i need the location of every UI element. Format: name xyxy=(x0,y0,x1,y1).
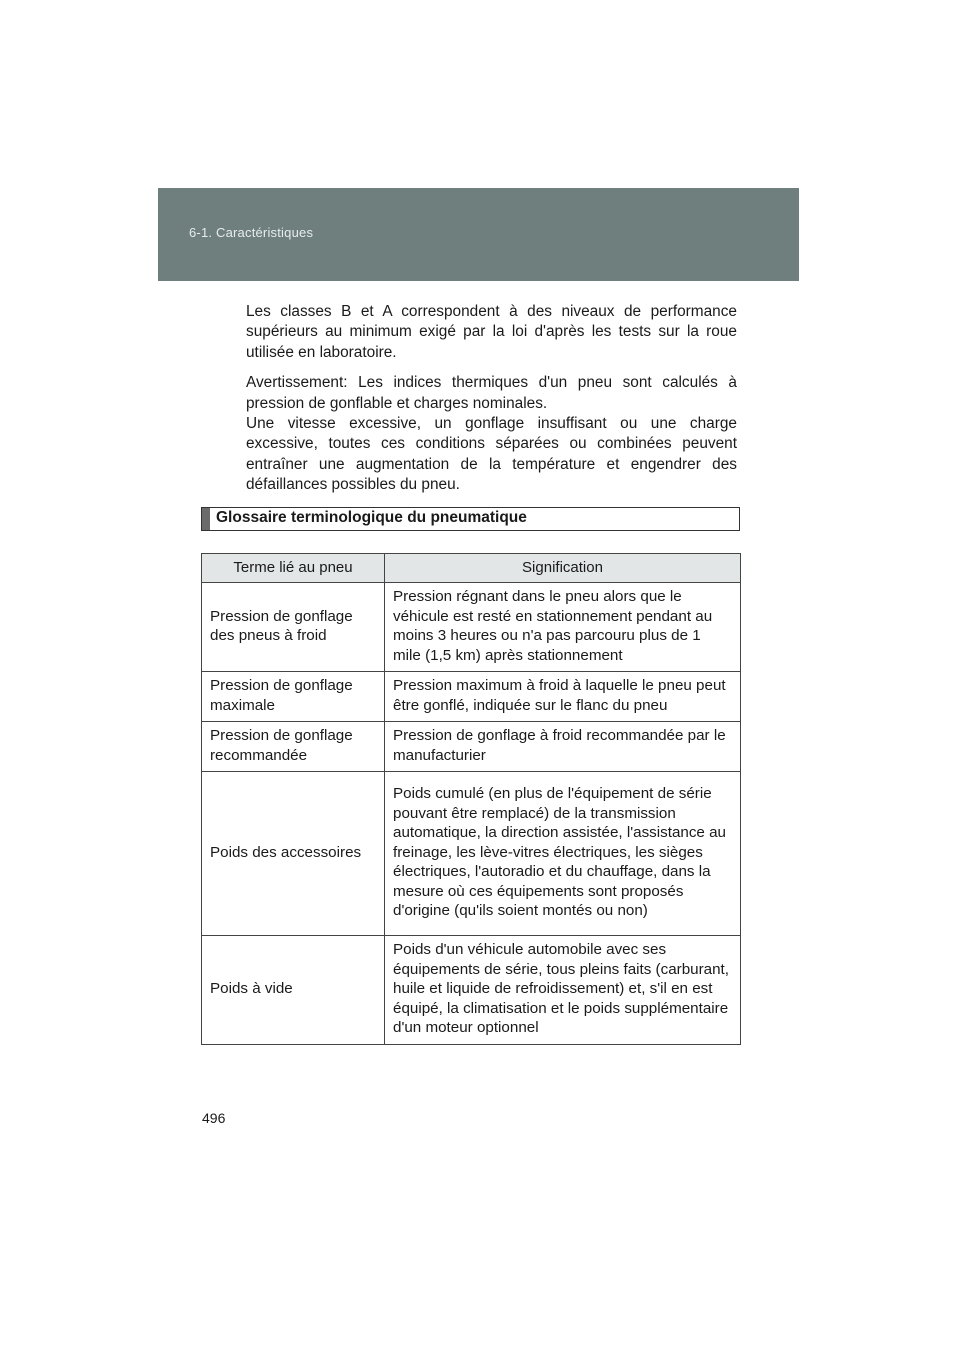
column-header-meaning: Signification xyxy=(385,554,741,583)
intro-text xyxy=(246,302,737,506)
section-title: 6-1. Caractéristiques xyxy=(189,225,314,240)
table-row xyxy=(202,583,741,672)
term-cell: Pression de gonflage recommandée xyxy=(202,722,385,772)
chapter-header xyxy=(158,188,799,281)
meaning-cell: Pression maximum à froid à laquelle le pneu peut être gonflé, indiquée sur le flanc du pneu xyxy=(385,672,741,722)
meaning-cell: Poids cumulé (en plus de l'équipement de série pouvant être remplacé) de la transmission automatique, la direction assistée, l'assistance au freinage, les lève-vitres électriques, les sièges électriques, l'autoradio et du chauffage, dans la mesure où ces équipements sont proposés d'origine (qu'ils soient montés ou non) xyxy=(385,772,741,936)
table-row xyxy=(202,672,741,722)
term-cell: Poids à vide xyxy=(202,936,385,1045)
meaning-cell: Poids d'un véhicule automobile avec ses équipements de série, tous pleins faits (carburant, huile et liquide de refroidissement) et, s'il en est équipé, la climatisation et le poids supplémentaire d'un moteur optionnel xyxy=(385,936,741,1045)
meaning-cell: Pression de gonflage à froid recommandée par le manufacturier xyxy=(385,722,741,772)
page-number: 496 xyxy=(202,1110,226,1126)
intro-paragraph-warning: Avertissement: Les indices thermiques d'un pneu sont calculés à pression de gonflable et charges nominales. xyxy=(246,374,737,412)
table-row xyxy=(202,936,741,1045)
meaning-cell: Pression régnant dans le pneu alors que le véhicule est resté en stationnement pendant au moins 3 heures ou n'a pas parcouru plus de 1 mile (1,5 km) après stationnement xyxy=(385,583,741,672)
table-row xyxy=(202,722,741,772)
glossary-heading xyxy=(201,507,740,531)
table-row xyxy=(202,772,741,936)
glossary-heading-text: Glossaire terminologique du pneumatique xyxy=(216,509,527,526)
glossary-table xyxy=(201,553,741,1045)
table-header-row xyxy=(202,554,741,583)
term-cell: Pression de gonflage des pneus à froid xyxy=(202,583,385,672)
heading-accent-bar xyxy=(202,508,210,530)
term-cell: Pression de gonflage maximale xyxy=(202,672,385,722)
column-header-term: Terme lié au pneu xyxy=(202,554,385,583)
intro-paragraph-classes: Les classes B et A correspondent à des niveaux de performance supérieurs au minimum exigé par la loi d'après les tests sur la roue utilisée en laboratoire. xyxy=(246,303,737,361)
intro-paragraph-speed: Une vitesse excessive, un gonflage insuffisant ou une charge excessive, toutes ces conditions séparées ou combinées peuvent entraîner une augmentation de la température et engendrer des défaillances possibles du pneu. xyxy=(246,415,737,494)
term-cell: Poids des accessoires xyxy=(202,772,385,936)
